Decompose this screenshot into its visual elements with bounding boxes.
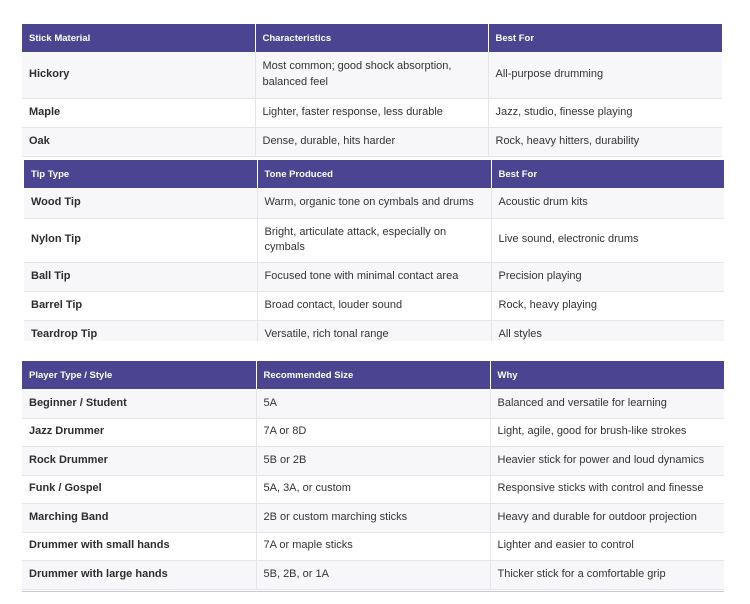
table-cell: Focused tone with minimal contact area bbox=[257, 262, 491, 291]
column-header: Recommended Size bbox=[256, 361, 490, 389]
table-cell: Hickory bbox=[22, 52, 255, 98]
table-cell: Funk / Gospel bbox=[22, 475, 256, 503]
table-cell: Most common; good shock absorption, balanced feel bbox=[255, 52, 488, 98]
table-cell: Responsive sticks with control and finesse bbox=[490, 475, 724, 503]
table-cell: All styles bbox=[491, 320, 724, 341]
player-type-table bbox=[22, 361, 724, 590]
column-header: Tone Produced bbox=[257, 160, 491, 188]
table-cell: Marching Band bbox=[22, 503, 256, 532]
table-cell: Warm, organic tone on cymbals and drums bbox=[257, 188, 491, 218]
table-cell: Rock, heavy hitters, durability bbox=[488, 127, 722, 156]
column-header: Best For bbox=[491, 160, 724, 188]
table-cell: 2B or custom marching sticks bbox=[256, 503, 490, 532]
column-header: Stick Material bbox=[22, 24, 255, 52]
table-cell: Ball Tip bbox=[24, 262, 257, 291]
table-cell: Light, agile, good for brush-like strokes bbox=[490, 418, 724, 446]
table-cell: Drummer with small hands bbox=[22, 532, 256, 560]
table-cell: Balanced and versatile for learning bbox=[490, 389, 724, 418]
table-row bbox=[24, 291, 724, 320]
table-cell: Versatile, rich tonal range bbox=[257, 320, 491, 341]
table-cell: Jazz Drummer bbox=[22, 418, 256, 446]
table-cell: Nylon Tip bbox=[24, 218, 257, 262]
column-header: Characteristics bbox=[255, 24, 488, 52]
table-cell: Barrel Tip bbox=[24, 291, 257, 320]
table-cell: Precision playing bbox=[491, 262, 724, 291]
table-row bbox=[22, 532, 724, 560]
table-cell: Drummer with large hands bbox=[22, 560, 256, 589]
table-cell: 5B, 2B, or 1A bbox=[256, 560, 490, 589]
table-cell: Oak bbox=[22, 127, 255, 156]
table-cell: Thicker stick for a comfortable grip bbox=[490, 560, 724, 589]
table-cell: Heavier stick for power and loud dynamics bbox=[490, 446, 724, 475]
column-header: Tip Type bbox=[24, 160, 257, 188]
table-cell: 5B or 2B bbox=[256, 446, 490, 475]
tip-type-table bbox=[24, 160, 724, 341]
table-row bbox=[22, 475, 724, 503]
table-cell: 5A, 3A, or custom bbox=[256, 475, 490, 503]
table-cell: Acoustic drum kits bbox=[491, 188, 724, 218]
table-cell: Lighter and easier to control bbox=[490, 532, 724, 560]
table-cell: Rock Drummer bbox=[22, 446, 256, 475]
table-row bbox=[24, 218, 724, 262]
column-header: Player Type / Style bbox=[22, 361, 256, 389]
table-row bbox=[22, 503, 724, 532]
column-header: Best For bbox=[488, 24, 722, 52]
table-row bbox=[24, 320, 724, 341]
table-row bbox=[24, 262, 724, 291]
table-cell: Bright, articulate attack, especially on cymbals bbox=[257, 218, 491, 262]
table-row bbox=[22, 560, 724, 589]
table-cell: Rock, heavy playing bbox=[491, 291, 724, 320]
table-row bbox=[22, 418, 724, 446]
table-bottom-border bbox=[22, 591, 724, 592]
table-cell: Dense, durable, hits harder bbox=[255, 127, 488, 156]
column-header: Why bbox=[490, 361, 724, 389]
table-row bbox=[22, 389, 724, 418]
table-cell: Beginner / Student bbox=[22, 389, 256, 418]
table-cell: 7A or maple sticks bbox=[256, 532, 490, 560]
table-cell: 5A bbox=[256, 389, 490, 418]
table-cell: Heavy and durable for outdoor projection bbox=[490, 503, 724, 532]
table-header-row bbox=[24, 160, 724, 188]
table-cell: Maple bbox=[22, 98, 255, 127]
table-cell: Broad contact, louder sound bbox=[257, 291, 491, 320]
table-cell: Jazz, studio, finesse playing bbox=[488, 98, 722, 127]
table-cell: Live sound, electronic drums bbox=[491, 218, 724, 262]
table-row bbox=[22, 446, 724, 475]
table-cell: All-purpose drumming bbox=[488, 52, 722, 98]
table-cell: Lighter, faster response, less durable bbox=[255, 98, 488, 127]
table-cell: Teardrop Tip bbox=[24, 320, 257, 341]
table-cell: Wood Tip bbox=[24, 188, 257, 218]
table-header-row bbox=[22, 361, 724, 389]
table-row bbox=[24, 188, 724, 218]
table-cell: 7A or 8D bbox=[256, 418, 490, 446]
